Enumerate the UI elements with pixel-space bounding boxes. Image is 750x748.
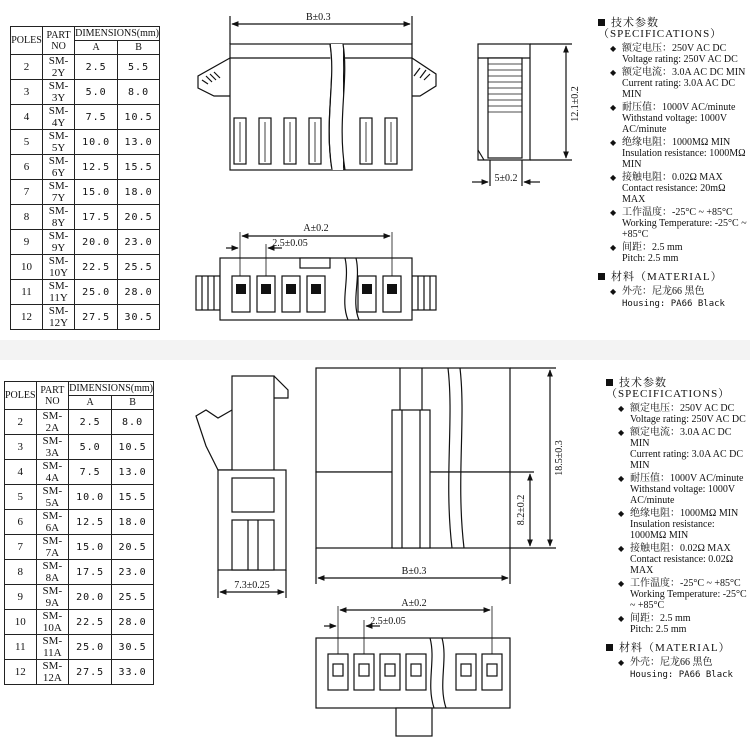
dim-a-header: A: [75, 41, 118, 55]
part-no-cell: SM-9Y: [43, 230, 75, 255]
dim-b-cell: 18.0: [118, 180, 160, 205]
dim-a-cell: 22.5: [69, 610, 112, 635]
dim-b-cell: 15.5: [112, 485, 154, 510]
dim-a-cell: 17.5: [75, 205, 118, 230]
poles-cell: 4: [5, 460, 37, 485]
dim-a-cell: 27.5: [69, 660, 112, 685]
sm-a-dim-pitch-label: 2.5±0.05: [370, 616, 406, 627]
diamond-bullet-icon: ◆: [618, 658, 625, 667]
spec-cn: 间距：2.5 mm: [630, 613, 691, 624]
part-no-cell: SM-10A: [36, 610, 69, 635]
material-cn: 外壳：尼龙66 黑色: [630, 657, 713, 668]
dim-a-cell: 7.5: [69, 460, 112, 485]
spec-en: Insulation resistance: 1000MΩ MIN: [622, 148, 746, 170]
poles-cell: 11: [11, 280, 43, 305]
diamond-bullet-icon: ◆: [610, 287, 617, 296]
dim-a-cell: 10.0: [75, 130, 118, 155]
dim-b-cell: 25.5: [118, 255, 160, 280]
spec-cn: 耐压值：1000V AC/minute: [630, 473, 744, 484]
sm-a-bottom-view: [316, 606, 510, 736]
poles-cell: 7: [11, 180, 43, 205]
part-no-cell: SM-11Y: [43, 280, 75, 305]
part-no-header: PART NO: [43, 27, 75, 55]
sm-y-side-view: [472, 44, 572, 186]
diamond-bullet-icon: ◆: [618, 509, 625, 518]
diamond-bullet-icon: ◆: [618, 428, 625, 437]
dimensions-header: DIMENSIONS(mm): [69, 383, 153, 394]
spec-cn: 额定电压：250V AC DC: [622, 43, 727, 54]
dim-b-cell: 8.0: [112, 410, 154, 435]
dim-a-cell: 12.5: [75, 155, 118, 180]
dim-b-cell: 13.0: [112, 460, 154, 485]
part-no-cell: SM-7A: [36, 535, 69, 560]
poles-cell: 6: [11, 155, 43, 180]
sm-y-dim-pitch-label: 2.5±0.05: [272, 238, 308, 249]
spec-cn: 间距：2.5 mm: [622, 242, 683, 253]
sm-y-bottom-view: [196, 232, 436, 320]
poles-cell: 2: [5, 410, 37, 435]
dim-b-cell: 23.0: [112, 560, 154, 585]
part-no-cell: SM-2A: [36, 410, 69, 435]
spec-cn: 接触电阻：0.02Ω MAX: [622, 172, 723, 183]
sm-a-dim-side-width-label: 7.3±0.25: [234, 580, 270, 591]
sm-a-dim-height-label: 18.5±0.3: [554, 440, 565, 476]
part-no-cell: SM-5A: [36, 485, 69, 510]
spec-en: Working Temperature: -25°C ~ +85°C: [630, 589, 747, 611]
dim-b-cell: 18.0: [112, 510, 154, 535]
dim-b-header: B: [118, 41, 160, 55]
part-no-cell: SM-4Y: [43, 105, 75, 130]
spec-en: Pitch: 2.5 mm: [622, 253, 679, 264]
spec-cn: 额定电压：250V AC DC: [630, 403, 735, 414]
part-no-cell: SM-3A: [36, 435, 69, 460]
poles-cell: 11: [5, 635, 37, 660]
part-no-cell: SM-8Y: [43, 205, 75, 230]
poles-cell: 3: [5, 435, 37, 460]
spec-cn: 接触电阻：0.02Ω MAX: [630, 543, 731, 554]
poles-header: POLES: [5, 382, 37, 410]
part-no-cell: SM-12A: [36, 660, 69, 685]
sm-y-dim-height-label: 12.1±0.2: [570, 86, 581, 122]
spec-en: Pitch: 2.5 mm: [630, 624, 687, 635]
diamond-bullet-icon: ◆: [610, 138, 617, 147]
material-header: 材料（MATERIAL）: [611, 271, 723, 283]
poles-cell: 8: [11, 205, 43, 230]
dim-b-cell: 10.5: [118, 105, 160, 130]
part-no-cell: SM-6Y: [43, 155, 75, 180]
part-no-cell: SM-4A: [36, 460, 69, 485]
dim-a-cell: 5.0: [69, 435, 112, 460]
dim-b-cell: 30.5: [112, 635, 154, 660]
poles-cell: 10: [11, 255, 43, 280]
poles-cell: 4: [11, 105, 43, 130]
poles-cell: 9: [5, 585, 37, 610]
poles-cell: 10: [5, 610, 37, 635]
poles-header: POLES: [11, 27, 43, 55]
material-header: 材料（MATERIAL）: [619, 642, 731, 654]
spec-en: Withstand voltage: 1000V AC/minute: [622, 113, 727, 135]
dim-b-cell: 20.5: [112, 535, 154, 560]
poles-cell: 12: [5, 660, 37, 685]
part-no-cell: SM-5Y: [43, 130, 75, 155]
dim-b-cell: 13.0: [118, 130, 160, 155]
dim-a-cell: 20.0: [75, 230, 118, 255]
dim-a-cell: 25.0: [75, 280, 118, 305]
material-cn: 外壳：尼龙66 黑色: [622, 286, 705, 297]
diamond-bullet-icon: ◆: [610, 44, 617, 53]
sm-a-dim-lower-height-label: 8.2±0.2: [516, 494, 527, 526]
poles-cell: 5: [5, 485, 37, 510]
dim-b-cell: 30.5: [118, 305, 160, 330]
dimensions-header: DIMENSIONS(mm): [75, 28, 159, 39]
dim-a-cell: 2.5: [75, 55, 118, 80]
part-no-header: PART NO: [36, 382, 69, 410]
spec-cn: 绝缘电阻：1000MΩ MIN: [622, 137, 731, 148]
dim-b-cell: 28.0: [118, 280, 160, 305]
spec-en: Contact resistance: 0.02Ω MAX: [630, 554, 734, 576]
dim-b-header: B: [112, 396, 154, 410]
dim-b-cell: 33.0: [112, 660, 154, 685]
diamond-bullet-icon: ◆: [610, 103, 617, 112]
spec-en: Contact resistance: 20mΩ MAX: [622, 183, 726, 205]
diamond-bullet-icon: ◆: [610, 208, 617, 217]
sm-a-front-view: [316, 368, 556, 584]
sm-y-dim-a-label: A±0.2: [303, 223, 329, 234]
diamond-bullet-icon: ◆: [618, 544, 625, 553]
dim-a-cell: 10.0: [69, 485, 112, 510]
diamond-bullet-icon: ◆: [618, 579, 625, 588]
poles-cell: 8: [5, 560, 37, 585]
diamond-bullet-icon: ◆: [618, 404, 625, 413]
diamond-bullet-icon: ◆: [610, 173, 617, 182]
spec-cn: 耐压值：1000V AC/minute: [622, 102, 736, 113]
part-no-cell: SM-12Y: [43, 305, 75, 330]
specifications-header: 技术参数（SPECIFICATIONS）: [598, 17, 723, 40]
spec-en: Current rating: 3.0A AC DC MIN: [630, 449, 744, 471]
dim-a-cell: 25.0: [69, 635, 112, 660]
sm-a-dim-b-label: B±0.3: [401, 566, 427, 577]
diamond-bullet-icon: ◆: [618, 614, 625, 623]
dim-a-cell: 2.5: [69, 410, 112, 435]
dim-b-cell: 25.5: [112, 585, 154, 610]
dim-a-cell: 15.0: [69, 535, 112, 560]
diamond-bullet-icon: ◆: [610, 68, 617, 77]
dim-a-cell: 20.0: [69, 585, 112, 610]
spec-cn: 工作温度：-25°C ~ +85°C: [622, 207, 733, 218]
part-no-cell: SM-7Y: [43, 180, 75, 205]
spec-cn: 工作温度：-25°C ~ +85°C: [630, 578, 741, 589]
dim-b-cell: 5.5: [118, 55, 160, 80]
part-no-cell: SM-2Y: [43, 55, 75, 80]
diamond-bullet-icon: ◆: [618, 474, 625, 483]
spec-en: Working Temperature: -25°C ~ +85°C: [622, 218, 747, 240]
dim-a-cell: 22.5: [75, 255, 118, 280]
spec-en: Withstand voltage: 1000V AC/minute: [630, 484, 735, 506]
sm-y-front-view: [198, 16, 436, 170]
dim-a-cell: 12.5: [69, 510, 112, 535]
poles-cell: 6: [5, 510, 37, 535]
diamond-bullet-icon: ◆: [610, 243, 617, 252]
dim-b-cell: 10.5: [112, 435, 154, 460]
spec-en: Insulation resistance: 1000MΩ MIN: [630, 519, 715, 541]
poles-cell: 9: [11, 230, 43, 255]
part-no-cell: SM-8A: [36, 560, 69, 585]
sm-y-dim-b-label: B±0.3: [306, 12, 331, 23]
part-no-cell: SM-10Y: [43, 255, 75, 280]
part-no-cell: SM-6A: [36, 510, 69, 535]
part-no-cell: SM-3Y: [43, 80, 75, 105]
spec-en: Voltage rating: 250V AC DC: [622, 54, 738, 65]
part-no-cell: SM-11A: [36, 635, 69, 660]
spec-cn: 绝缘电阻：1000MΩ MIN: [630, 508, 739, 519]
spec-en: Current rating: 3.0A AC DC MIN: [622, 78, 736, 100]
dim-a-cell: 17.5: [69, 560, 112, 585]
poles-cell: 3: [11, 80, 43, 105]
sm-a-side-view: [196, 376, 288, 598]
dim-a-cell: 7.5: [75, 105, 118, 130]
dim-b-cell: 20.5: [118, 205, 160, 230]
dim-a-cell: 5.0: [75, 80, 118, 105]
sm-a-dim-a-label: A±0.2: [401, 598, 427, 609]
poles-cell: 2: [11, 55, 43, 80]
spec-cn: 额定电流：3.0A AC DC MIN: [630, 427, 732, 449]
dim-a-cell: 15.0: [75, 180, 118, 205]
poles-cell: 12: [11, 305, 43, 330]
specifications-header: 技术参数（SPECIFICATIONS）: [606, 377, 731, 400]
spec-cn: 额定电流：3.0A AC DC MIN: [622, 67, 746, 78]
spec-en: Voltage rating: 250V AC DC: [630, 414, 746, 425]
poles-cell: 7: [5, 535, 37, 560]
dim-a-cell: 27.5: [75, 305, 118, 330]
material-en: Housing: PA66 Black: [622, 299, 725, 309]
sm-y-dim-width-label: 5±0.2: [494, 173, 518, 184]
dim-b-cell: 28.0: [112, 610, 154, 635]
dim-b-cell: 23.0: [118, 230, 160, 255]
part-no-cell: SM-9A: [36, 585, 69, 610]
poles-cell: 5: [11, 130, 43, 155]
dim-a-header: A: [69, 396, 112, 410]
dim-b-cell: 8.0: [118, 80, 160, 105]
material-en: Housing: PA66 Black: [630, 670, 733, 680]
dim-b-cell: 15.5: [118, 155, 160, 180]
